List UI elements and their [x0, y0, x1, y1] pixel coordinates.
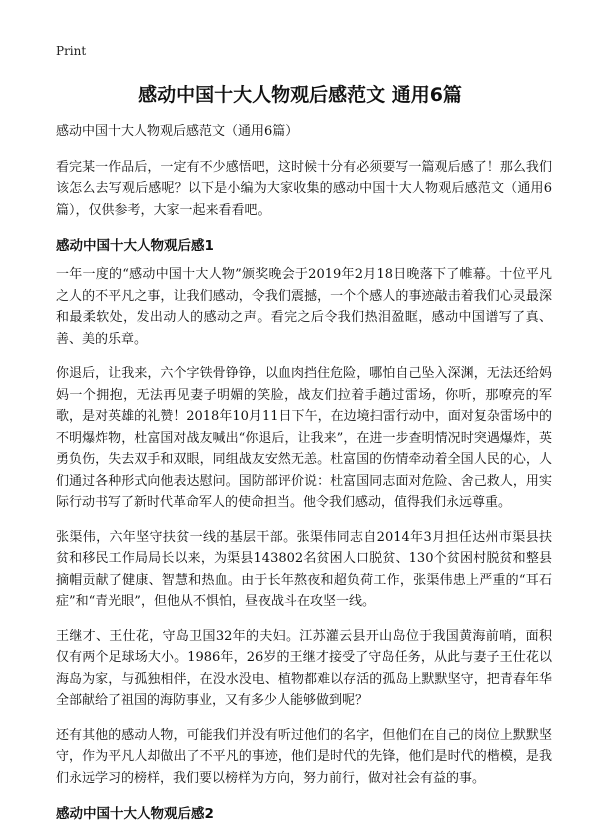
- document-body: [56, 121, 552, 832]
- section1-paragraph: 还有其他的感动人物，可能我们并没有听过他们的名字，但他们在自己的岗位上默默坚守，作为平凡人却做出了不平凡的事迹，他们是时代的先锋，他们是时代的楷模，是我们永远学习的榜样，我们要以榜样为方向，努力前行，做对社会有益的事。: [56, 727, 552, 786]
- intro-paragraph: 看完某一作品后，一定有不少感悟吧，这时候十分有必须要写一篇观后感了！那么我们该怎么去写观后感呢？以下是小编为大家收集的感动中国十大人物观后感范文（通用6篇），仅供参考，大家一起来看看吧。: [56, 159, 552, 218]
- document-subtitle: 感动中国十大人物观后感范文（通用6篇）: [56, 124, 299, 139]
- section-heading-1: 感动中国十大人物观后感1: [56, 238, 214, 254]
- page-title: 感动中国十大人物观后感范文 通用6篇: [138, 84, 462, 106]
- section1-paragraph: 你退后，让我来，六个字铁骨铮铮，以血肉挡住危险，哪怕自己坠入深渊，无法还给妈妈一个拥抱，无法再见妻子明媚的笑脸，战友们拉着手趟过雷场，你听，那嘹亮的军歌，是对英雄的礼赞！2018年10月11日下午，在边境扫雷行动中，面对复杂雷场中的不明爆炸物，杜富国对战友喊出“你退后，让我来”，在进一步查明情况时突遇爆炸，英勇负伤，失去双手和双眼，同组战友安然无恙。杜富国的伤情牵动着全国人民的心，人们通过各种形式向他表达慰问。国防部评价说：杜富国同志面对危险、舍己救人，用实际行动书写了新时代革命军人的使命担当。他令我们感动，值得我们永远尊重。: [56, 366, 552, 510]
- section1-paragraph: 王继才、王仕花，守岛卫国32年的夫妇。江苏灌云县开山岛位于我国黄海前哨，面积仅有两个足球场大小。1986年，26岁的王继才接受了守岛任务，从此与妻子王仕花以海岛为家，与孤独相伴，在没水没电、植物都难以存活的孤岛上默默坚守，把青春年华全部献给了祖国的海防事业，又有多少人能够做到呢？: [56, 628, 552, 708]
- section-heading-2: 感动中国十大人物观后感2: [56, 806, 214, 822]
- section1-paragraph: 张渠伟，六年坚守扶贫一线的基层干部。张渠伟同志自2014年3月担任达州市渠县扶贫和移民工作局局长以来，为渠县143802名贫困人口脱贫、130个贫困村脱贫和整县摘帽贡献了健康、智慧和热血。由于长年熬夜和超负荷工作，张渠伟患上严重的“耳石症”和“青光眼”，但他从不惧怕，昼夜战斗在攻坚一线。: [56, 529, 552, 609]
- section1-paragraph: 一年一度的“感动中国十大人物”颁奖晚会于2019年2月18日晚落下了帷幕。十位平凡之人的不平凡之事，让我们感动，令我们震撼，一个个感人的事迹敲击着我们心灵最深和最柔软处，发出动人的感动之声。看完之后令我们热泪盈眶，感动中国谱写了真、善、美的乐章。: [56, 267, 552, 347]
- print-label[interactable]: Print: [56, 44, 87, 58]
